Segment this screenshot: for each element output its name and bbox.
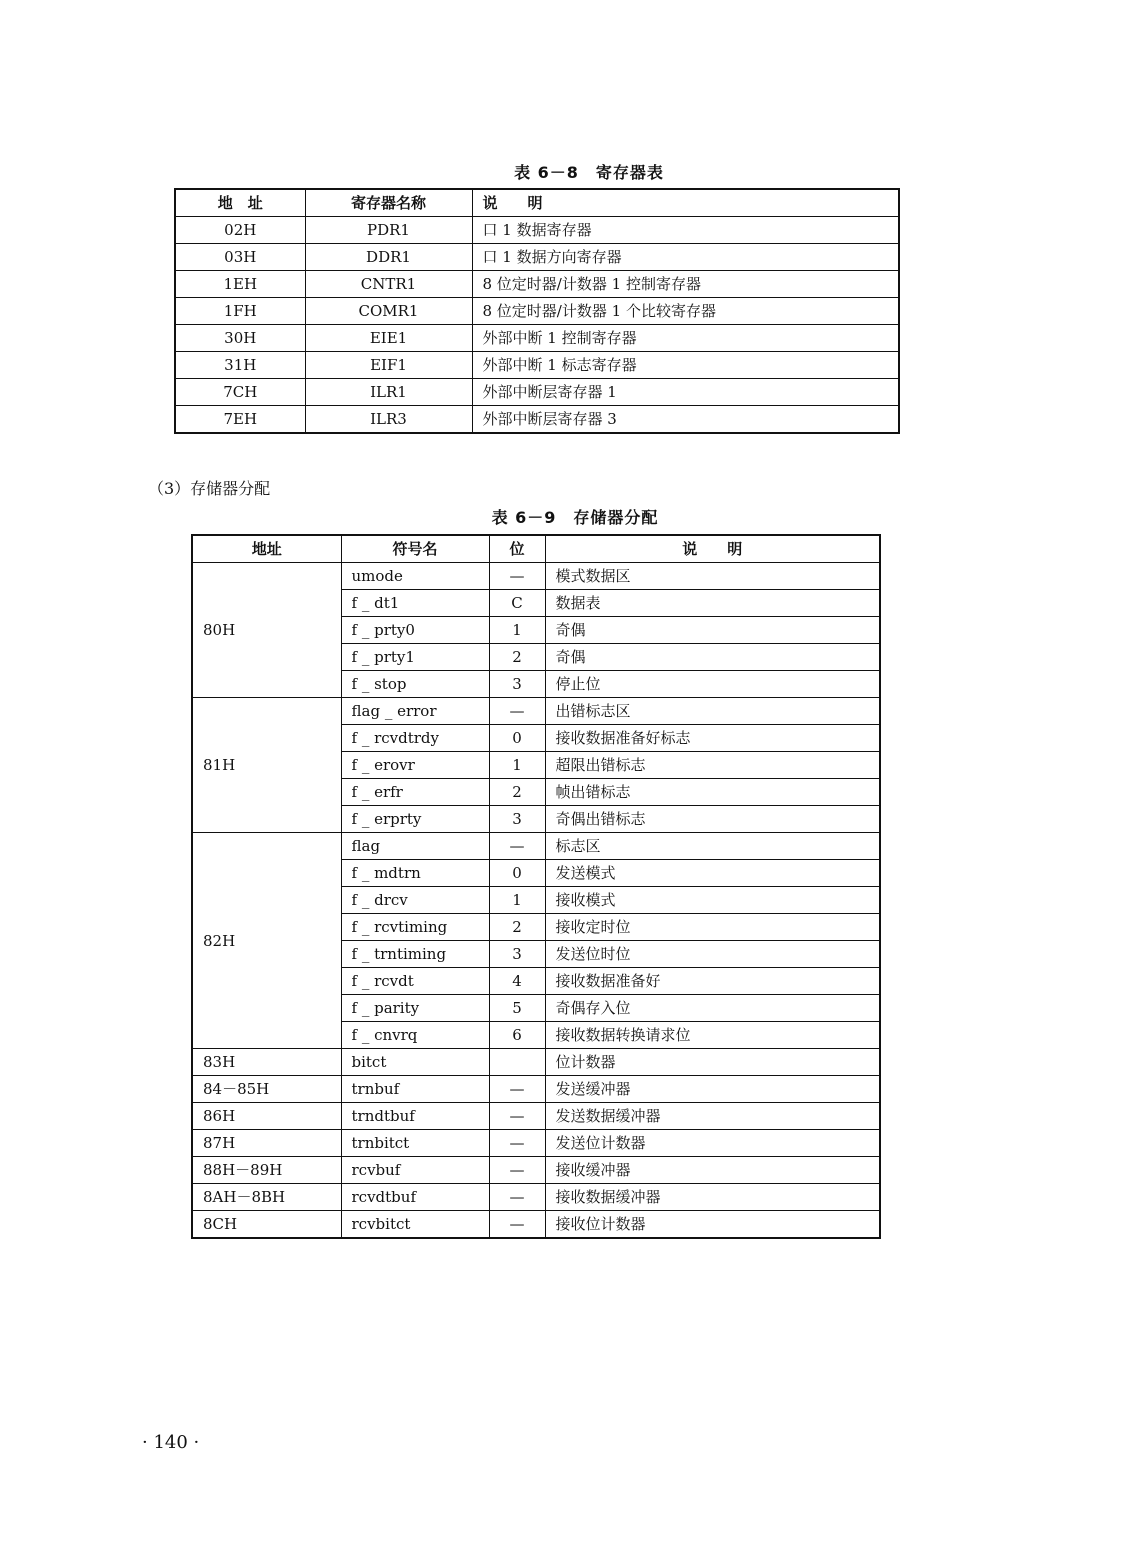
- symbol-name-cell: f _ stop: [341, 671, 489, 698]
- description-cell: 口 1 数据方向寄存器: [472, 244, 899, 271]
- table-row: [192, 698, 880, 725]
- symbol-name-cell: rcvbuf: [341, 1157, 489, 1184]
- bit-cell: 2: [489, 779, 545, 806]
- register-name-cell: EIF1: [305, 352, 472, 379]
- symbol-name-cell: trndtbuf: [341, 1103, 489, 1130]
- table-row: [175, 244, 899, 271]
- description-cell: 接收数据准备好: [545, 968, 880, 995]
- address-cell: 82H: [192, 833, 341, 1049]
- table-row: [192, 1211, 880, 1239]
- description-cell: 奇偶存入位: [545, 995, 880, 1022]
- register-name-cell: EIE1: [305, 325, 472, 352]
- bit-cell: 3: [489, 806, 545, 833]
- register-name-cell: PDR1: [305, 217, 472, 244]
- address-cell: 02H: [175, 217, 305, 244]
- symbol-name-cell: f _ rcvtiming: [341, 914, 489, 941]
- description-cell: 外部中断 1 控制寄存器: [472, 325, 899, 352]
- bit-cell: 0: [489, 725, 545, 752]
- table-row: [175, 352, 899, 379]
- symbol-name-cell: f _ prty1: [341, 644, 489, 671]
- register-table: [174, 188, 900, 434]
- table-row: [175, 217, 899, 244]
- address-cell: 03H: [175, 244, 305, 271]
- table-row: [175, 379, 899, 406]
- description-cell: 奇偶出错标志: [545, 806, 880, 833]
- table-row: [192, 1157, 880, 1184]
- symbol-name-cell: trnbuf: [341, 1076, 489, 1103]
- description-cell: 发送缓冲器: [545, 1076, 880, 1103]
- description-cell: 口 1 数据寄存器: [472, 217, 899, 244]
- table1-caption: 表 6－8 寄存器表: [514, 163, 664, 182]
- column-header: 位: [489, 535, 545, 563]
- address-cell: 81H: [192, 698, 341, 833]
- address-cell: 88H－89H: [192, 1157, 341, 1184]
- column-header: 寄存器名称: [305, 189, 472, 217]
- table-row: [192, 1184, 880, 1211]
- table-row: [192, 1049, 880, 1076]
- symbol-name-cell: f _ erovr: [341, 752, 489, 779]
- description-cell: 接收模式: [545, 887, 880, 914]
- register-name-cell: CNTR1: [305, 271, 472, 298]
- register-name-cell: ILR3: [305, 406, 472, 434]
- description-cell: 接收数据缓冲器: [545, 1184, 880, 1211]
- address-cell: 1FH: [175, 298, 305, 325]
- column-header: 地 址: [175, 189, 305, 217]
- symbol-name-cell: trnbitct: [341, 1130, 489, 1157]
- address-cell: 84－85H: [192, 1076, 341, 1103]
- address-cell: 31H: [175, 352, 305, 379]
- description-cell: 出错标志区: [545, 698, 880, 725]
- symbol-name-cell: f _ parity: [341, 995, 489, 1022]
- register-name-cell: DDR1: [305, 244, 472, 271]
- bit-cell: C: [489, 590, 545, 617]
- description-cell: 奇偶: [545, 617, 880, 644]
- description-cell: 接收位计数器: [545, 1211, 880, 1239]
- address-cell: 83H: [192, 1049, 341, 1076]
- table-row: [175, 271, 899, 298]
- description-cell: 超限出错标志: [545, 752, 880, 779]
- bit-cell: 2: [489, 644, 545, 671]
- symbol-name-cell: f _ prty0: [341, 617, 489, 644]
- description-cell: 外部中断层寄存器 1: [472, 379, 899, 406]
- symbol-name-cell: f _ mdtrn: [341, 860, 489, 887]
- table-row: [175, 298, 899, 325]
- table-row: [192, 563, 880, 590]
- bit-cell: 1: [489, 752, 545, 779]
- bit-cell: —: [489, 563, 545, 590]
- symbol-name-cell: f _ rcvdtrdy: [341, 725, 489, 752]
- table-row: [175, 406, 899, 434]
- column-header: 地址: [192, 535, 341, 563]
- symbol-name-cell: rcvdtbuf: [341, 1184, 489, 1211]
- address-cell: 86H: [192, 1103, 341, 1130]
- table2-caption: 表 6－9 存储器分配: [491, 508, 659, 527]
- address-cell: 30H: [175, 325, 305, 352]
- symbol-name-cell: flag _ error: [341, 698, 489, 725]
- section-heading: （3）存储器分配: [148, 479, 271, 498]
- symbol-name-cell: f _ cnvrq: [341, 1022, 489, 1049]
- description-cell: 接收数据转换请求位: [545, 1022, 880, 1049]
- table-header-row: [192, 535, 880, 563]
- bit-cell: 0: [489, 860, 545, 887]
- bit-cell: —: [489, 1103, 545, 1130]
- description-cell: 奇偶: [545, 644, 880, 671]
- description-cell: 模式数据区: [545, 563, 880, 590]
- bit-cell: —: [489, 833, 545, 860]
- column-header: 符号名: [341, 535, 489, 563]
- bit-cell: 2: [489, 914, 545, 941]
- description-cell: 发送数据缓冲器: [545, 1103, 880, 1130]
- table-row: [192, 1130, 880, 1157]
- bit-cell: 3: [489, 941, 545, 968]
- description-cell: 帧出错标志: [545, 779, 880, 806]
- symbol-name-cell: f _ trntiming: [341, 941, 489, 968]
- register-name-cell: COMR1: [305, 298, 472, 325]
- column-header: 说 明: [545, 535, 880, 563]
- table-row: [175, 325, 899, 352]
- bit-cell: —: [489, 1130, 545, 1157]
- symbol-name-cell: flag: [341, 833, 489, 860]
- symbol-name-cell: f _ drcv: [341, 887, 489, 914]
- bit-cell: —: [489, 1211, 545, 1239]
- bit-cell: 1: [489, 617, 545, 644]
- memory-allocation-table: [191, 534, 881, 1239]
- address-cell: 8AH－8BH: [192, 1184, 341, 1211]
- table-row: [192, 1103, 880, 1130]
- description-cell: 位计数器: [545, 1049, 880, 1076]
- bit-cell: 6: [489, 1022, 545, 1049]
- description-cell: 接收缓冲器: [545, 1157, 880, 1184]
- description-cell: 8 位定时器/计数器 1 个比较寄存器: [472, 298, 899, 325]
- address-cell: 1EH: [175, 271, 305, 298]
- description-cell: 8 位定时器/计数器 1 控制寄存器: [472, 271, 899, 298]
- description-cell: 发送位计数器: [545, 1130, 880, 1157]
- symbol-name-cell: bitct: [341, 1049, 489, 1076]
- bit-cell: —: [489, 1076, 545, 1103]
- page-number: · 140 ·: [142, 1432, 200, 1453]
- bit-cell: 3: [489, 671, 545, 698]
- symbol-name-cell: f _ erprty: [341, 806, 489, 833]
- bit-cell: 5: [489, 995, 545, 1022]
- description-cell: 发送位时位: [545, 941, 880, 968]
- description-cell: 发送模式: [545, 860, 880, 887]
- table-header-row: [175, 189, 899, 217]
- register-name-cell: ILR1: [305, 379, 472, 406]
- symbol-name-cell: f _ erfr: [341, 779, 489, 806]
- address-cell: 87H: [192, 1130, 341, 1157]
- table-row: [192, 833, 880, 860]
- address-cell: 7CH: [175, 379, 305, 406]
- table-row: [192, 1076, 880, 1103]
- description-cell: 外部中断层寄存器 3: [472, 406, 899, 434]
- bit-cell: —: [489, 1184, 545, 1211]
- bit-cell: —: [489, 698, 545, 725]
- symbol-name-cell: umode: [341, 563, 489, 590]
- description-cell: 外部中断 1 标志寄存器: [472, 352, 899, 379]
- bit-cell: 1: [489, 887, 545, 914]
- symbol-name-cell: f _ dt1: [341, 590, 489, 617]
- column-header: 说 明: [472, 189, 899, 217]
- description-cell: 标志区: [545, 833, 880, 860]
- address-cell: 8CH: [192, 1211, 341, 1239]
- address-cell: 7EH: [175, 406, 305, 434]
- bit-cell: [489, 1049, 545, 1076]
- description-cell: 停止位: [545, 671, 880, 698]
- bit-cell: 4: [489, 968, 545, 995]
- symbol-name-cell: f _ rcvdt: [341, 968, 489, 995]
- description-cell: 数据表: [545, 590, 880, 617]
- description-cell: 接收定时位: [545, 914, 880, 941]
- description-cell: 接收数据准备好标志: [545, 725, 880, 752]
- address-cell: 80H: [192, 563, 341, 698]
- bit-cell: —: [489, 1157, 545, 1184]
- symbol-name-cell: rcvbitct: [341, 1211, 489, 1239]
